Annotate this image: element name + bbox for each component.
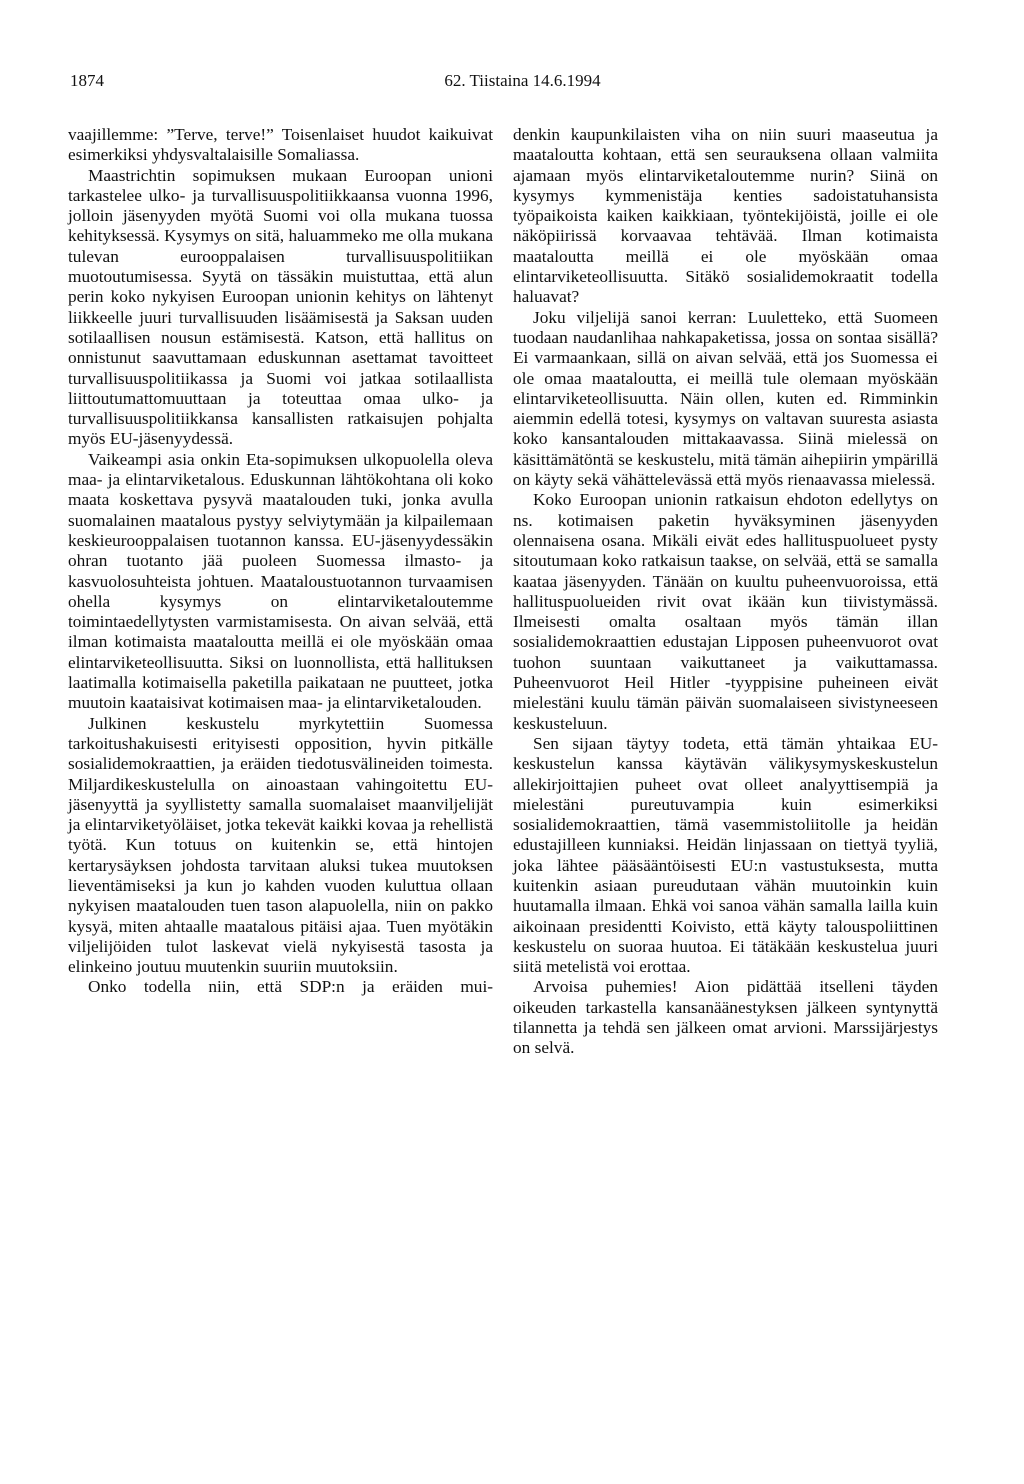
paragraph: denkin kaupunkilaisten viha on niin suuri maaseutua ja maataloutta kohtaan, että sen seurauksena ollaan valmiita ajamaan myös elintarviketaloutemme nurin? Siinä on kysymys kymmenistäja kenties sadoistatuhansista työpaikoista kaiken kaikkiaan, työntekijöistä, joille ei ole näköpiirissä korvaavaa tehtävää. Ilman kotimaista maataloutta meillä ei ole myöskään omaa elintarviketeollisuutta. Sitäkö sosialidemokraatit todella haluavat?	[513, 125, 938, 307]
page-header	[70, 70, 975, 94]
paragraph: Onko todella niin, että SDP:n ja eräiden mui-	[88, 977, 493, 997]
paragraph: Maastrichtin sopimuksen mukaan Euroopan unioni tarkastelee ulko- ja turvallisuuspolitiikkaansa vuonna 1996, jolloin jäsenyyden myötä Suomi voi olla mukana tuossa kehityksessä. Kysymys on sitä, haluammeko me olla mukana tulevan eurooppalaisen turvallisuuspolitiikan muotoutumisessa. Syytä on tässäkin muistuttaa, että alun perin koko nykyisen Euroopan unionin kehitys on lähtenyt liikkeelle juuri turvallisuuden lisäämisestä ja Saksan uuden sotilaallisen nousun estämisestä. Katson, että hallitus on onnistunut saavuttamaan eduskunnan asettamat tavoitteet turvallisuuspolitiikassa ja Suomi voi jatkaa sotilaallista liittoutumattomuuttaan ja toteuttaa omaa ulko- ja turvallisuuspolitiikkansa kansallisten ratkaisujen pohjalta myös EU-jäsenyydessä.	[68, 165, 493, 449]
left-column	[68, 125, 493, 998]
session-title: 62. Tiistaina 14.6.1994	[444, 71, 601, 90]
paragraph: vaajillemme: ”Terve, terve!” Toisenlaiset huudot kaikuivat esimerkiksi yhdysvaltalaisille Somaliassa.	[68, 125, 493, 165]
paragraph: Arvoisa puhemies! Aion pidättää itselleni täyden oikeuden tarkastella kansanäänestyksen jälkeen syntynyttä tilannetta ja tehdä sen jälkeen omat arvioni. Marssijärjestys on selvä.	[513, 977, 938, 1058]
paragraph: Sen sijaan täytyy todeta, että tämän yhtaikaa EU-keskustelun kanssa käytävän välikysymyskeskustelun allekirjoittajien puheet ovat olleet analyyttisempiä ja mielestäni pureutuvampia kuin esimerkiksi sosialidemokraattien, tämä vasemmistoliitolle ja heidän edustajilleen kunniaksi. Heidän linjassaan on tiettyä tyyliä, joka lähtee pääsääntöisesti EU:n vastustuksesta, mutta kuitenkin asiaan pureudutaan vähän muutoinkin kuin huutamalla ilmaan. Ehkä voi sanoa vähän samalla lailla kuin aikoinaan presidentti Koivisto, että käyty talouspoliittinen keskustelu on suoraa huutoa. Ei tätäkään keskustelua juuri siitä metelistä voi erottaa.	[513, 733, 938, 977]
paragraph: Julkinen keskustelu myrkytettiin Suomessa tarkoitushakuisesti erityisesti opposition, hyvin pitkälle sosialidemokraattien, ja eräiden tiedotusvälineiden toimesta. Miljardikeskustelulla on ainoastaan vahingoitettu EU-jäsenyyttä ja syyllistetty samalla suomalaiset maanviljelijät ja elintarviketyöläiset, jotka tekevät kaikki kovaa ja rehellistä työtä. Kun totuus on kuitenkin se, että hintojen kertarysäyksen johdosta tarvitaan aluksi tukea muutoksen lieventämiseksi ja kun jo kahden vuoden kuluttua ollaan nykyisen maatalouden tuen tason alapuolella, niin on pakko kysyä, miten ahtaalle maatalous pitäisi ajaa. Tuen myötäkin viljelijöiden tulot laskevat vielä nykyisestä tasosta ja elinkeino joutuu muutenkin suuriin muutoksiin.	[68, 713, 493, 977]
paragraph: Joku viljelijä sanoi kerran: Luuletteko, että Suomeen tuodaan naudanlihaa nahkapaketissa, jossa on sontaa sisällä? Ei varmaankaan, sillä on aivan selvää, että jos Suomessa ei ole omaa maataloutta, ei meillä tule olemaan myöskään elintarviketeollisuutta. Näin ollen, kuten ed. Rimminkin aiemmin edellä totesi, kysymys on valtavan suuresta asiasta koko kansantalouden mittakaavassa. Siinä mielessä on käsittämätöntä se keskustelu, mitä tämän aihepiirin ympärillä on käyty sekä vähättelevässä että myös rienaavassa mielessä.	[513, 307, 938, 490]
right-column	[513, 125, 938, 1059]
paragraph: Vaikeampi asia onkin Eta-sopimuksen ulkopuolella oleva maa- ja elintarviketalous. Eduskunnan lähtökohtana oli koko maata koskettava pysyvä maatalouden tuki, jonka avulla suomalainen maatalous pystyy selviytymään ja kilpailemaan keskieurooppalaisen tuotannon kanssa. EU-jäsenyydessäkin ohran tuotanto jää puoleen Suomessa ilmasto- ja kasvuolosuhteista johtuen. Maataloustuotannon turvaamisen ohella kysymys on elintarviketaloutemme toimintaedellytysten varmistamisesta. On aivan selvää, että ilman kotimaista maataloutta meillä ei ole myöskään omaa elintarviketeollisuutta. Siksi on luonnollista, että hallituksen laatimalla kotimaisella paketilla paikataan ne puutteet, jotka muutoin kaataisivat kotimaisen maa- ja elintarviketalouden.	[68, 449, 493, 713]
page-number: 1874	[70, 71, 104, 90]
paragraph: Koko Euroopan unionin ratkaisun ehdoton edellytys on ns. kotimaisen paketin hyväksyminen jäsenyyden olennaisena osana. Mikäli eivät edes hallituspuolueet pysty sitoutumaan koko ratkaisun taakse, on selvää, että se samalla kaataa jäsenyyden. Tänään on kuultu puheenvuoroissa, että hallituspuolueiden rivit ovat ikään kun tiivistymässä. Ilmeisesti omalta osaltaan myös tämän illan sosialidemokraattien edustajan Lipposen puheenvuorot ovat tuohon suuntaan vaikuttaneet ja vaikuttamassa. Puheenvuorot Heil Hitler -tyyppisine puheineen eivät mielestäni kuulu tämän päivän suomalaiseen sivistyneeseen keskusteluun.	[513, 490, 938, 733]
